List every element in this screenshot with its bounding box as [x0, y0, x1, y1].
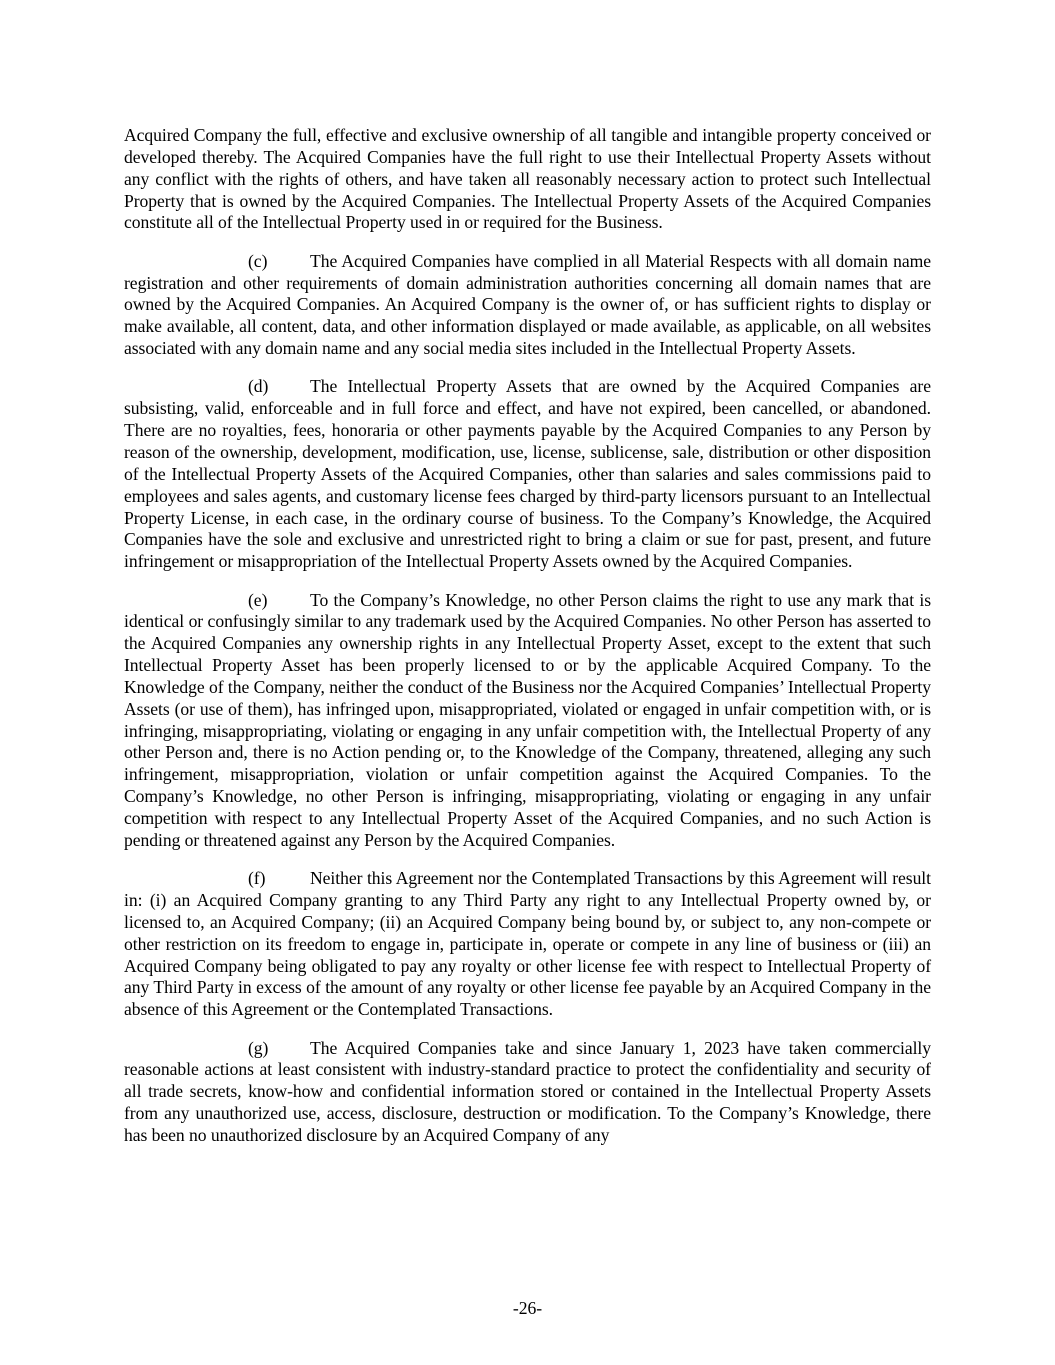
- document-body: [124, 125, 931, 1163]
- page-number: -26-: [512, 1298, 543, 1318]
- paragraph-label: (d): [248, 376, 269, 397]
- paragraph-d: [124, 376, 931, 573]
- paragraph-continuation: [124, 125, 931, 234]
- paragraph-text: The Intellectual Property Assets that are owned by the Acquired Companies are subsisting, valid, enforceable and in full force and effect, and have not expired, been cancelled, or abandoned. There are no royalties, fees, honoraria or other payments payable by the Acquired Companies to any Person by reason of the ownership, development, modification, use, license, sublicense, sale, distribution or other disposition of the Intellectual Property Assets of the Acquired Companies, other than salaries and sales commissions paid to employees and sales agents, and customary license fees charged by third-party licensors pursuant to an Intellectual Property License, in each case, in the ordinary course of business. To the Company’s Knowledge, the Acquired Companies have the sole and exclusive and unrestricted right to bring a claim or sue for past, present, and future infringement or misappropriation of the Intellectual Property Assets owned by the Acquired Companies.: [124, 376, 931, 572]
- paragraph-text: Acquired Company the full, effective and exclusive ownership of all tangible and intangible property conceived or developed thereby. The Acquired Companies have the full right to use their Intellectual Property Assets without any conflict with the rights of others, and have taken all reasonably necessary action to protect such Intellectual Property that is owned by the Acquired Companies. The Intellectual Property Assets of the Acquired Companies constitute all of the Intellectual Property used in or required for the Business.: [124, 125, 931, 233]
- paragraph-label: (f): [248, 868, 266, 889]
- paragraph-label: (c): [248, 250, 268, 271]
- paragraph-text: Neither this Agreement nor the Contemplated Transactions by this Agreement will result in: (i) an Acquired Company granting to any Third Party any right to any Intellectual Property owned by, or licensed to, an Acquired Company; (ii) an Acquired Company being bound by, or subject to, any non-compete or other restriction on its freedom to engage in, participate in, operate or compete in any line of business or (iii) an Acquired Company being obligated to pay any royalty or other license fee with respect to Intellectual Property of any Third Party in excess of the amount of any royalty or other license fee payable by an Acquired Company in the absence of this Agreement or the Contemplated Transactions.: [124, 868, 931, 1020]
- paragraph-c: [124, 251, 931, 360]
- paragraph-label: (g): [248, 1037, 269, 1058]
- paragraph-text: To the Company’s Knowledge, no other Person claims the right to use any mark that is identical or confusingly similar to any trademark used by the Acquired Companies. No other Person has asserted to the Acquired Companies any ownership rights in any Intellectual Property Asset, except to the extent that such Intellectual Property Asset has been properly licensed to or by the applicable Acquired Company. To the Knowledge of the Company, neither the conduct of the Business nor the Acquired Companies’ Intellectual Property Assets (or use of them), has infringed upon, misappropriated, violated or engaged in unfair competition with, or is infringing, misappropriating, violating or engaging in any unfair competition with, the Intellectual Property of any other Person and, there is no Action pending or, to the Knowledge of the Company, threatened, alleging any such infringement, misappropriation, violation or unfair competition against the Acquired Companies. To the Company’s Knowledge, no other Person is infringing, misappropriating, violating or engaging in any unfair competition with respect to any Intellectual Property Asset of the Acquired Companies, and no such Action is pending or threatened against any Person by the Acquired Companies.: [124, 589, 931, 850]
- paragraph-e: [124, 590, 931, 852]
- paragraph-label: (e): [248, 589, 268, 610]
- paragraph-f: [124, 868, 931, 1021]
- paragraph-text: The Acquired Companies take and since January 1, 2023 have taken commercially reasonable actions at least consistent with industry-standard practice to protect the confidentiality and security of all trade secrets, know-how and confidential information stored or contained in the Intellectual Property Assets from any unauthorized use, access, disclosure, destruction or modification. To the Company’s Knowledge, there has been no unauthorized disclosure by an Acquired Company of any: [124, 1037, 931, 1145]
- paragraph-text: The Acquired Companies have complied in all Material Respects with all domain name registration and other requirements of domain administration authorities concerning all domain names that are owned by the Acquired Companies. An Acquired Company is the owner of, or has sufficient rights to display or make available, all content, data, and other information displayed or made available, as applicable, on all websites associated with any domain name and any social media sites included in the Intellectual Property Assets.: [124, 250, 931, 359]
- paragraph-g: [124, 1038, 931, 1147]
